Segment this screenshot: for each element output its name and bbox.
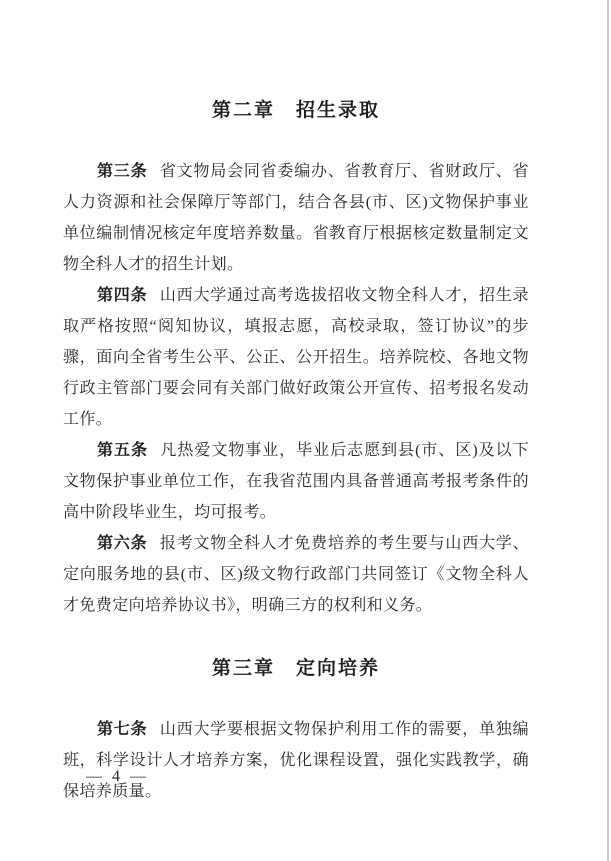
article-6-text: 报考文物全科人才免费培养的考生要与山西大学、定向服务地的县(市、区)级文物行政部门共同签订《文物全科人才免费定向培养协议书》，明确三方的权利和义务。 (63, 535, 529, 614)
article-7-paragraph (63, 714, 529, 807)
article-7-text: 山西大学要根据文物保护利用工作的需要，单独编班，科学设计人才培养方案，优化课程设置，强化实践教学，确保培养质量。 (63, 721, 529, 800)
article-6-paragraph (63, 528, 529, 621)
article-6-label: 第六条 (97, 535, 148, 552)
chapter-2-heading: 第二章 招生录取 (211, 100, 380, 121)
article-4-paragraph (63, 280, 529, 435)
article-5-paragraph (63, 435, 529, 528)
chapter-3-heading: 第三章 定向培养 (211, 658, 380, 679)
chapter-3-articles (63, 714, 529, 807)
article-7-label: 第七条 (97, 721, 148, 738)
article-3-paragraph (63, 156, 529, 280)
article-4-text: 山西大学通过高考选拔招收文物全科人才，招生录取严格按照“阅知协议，填报志愿，高校录取，签订协议”的步骤，面向全省考生公平、公正、公开招生。培养院校、各地文物行政主管部门要会同有关部门做好政策公开宣传、招考报名发动工作。 (63, 287, 529, 428)
chapter-2-articles (63, 156, 529, 621)
article-3-text: 省文物局会同省委编办、省教育厅、省财政厅、省人力资源和社会保障厅等部门，结合各县(市、区)文物保护事业单位编制情况核定年度培养数量。省教育厅根据核定数量制定文物全科人才的招生计划。 (63, 163, 529, 273)
article-4-label: 第四条 (97, 287, 148, 304)
document-content (63, 0, 529, 807)
page-number: — 4 — (86, 768, 149, 785)
article-5-text: 凡热爱文物事业，毕业后志愿到县(市、区)及以下文物保护事业单位工作，在我省范围内具备普通高考报考条件的高中阶段毕业生，均可报考。 (63, 442, 529, 521)
article-3-label: 第三条 (97, 163, 148, 180)
article-5-label: 第五条 (97, 442, 148, 459)
scan-edge-line (607, 0, 609, 861)
